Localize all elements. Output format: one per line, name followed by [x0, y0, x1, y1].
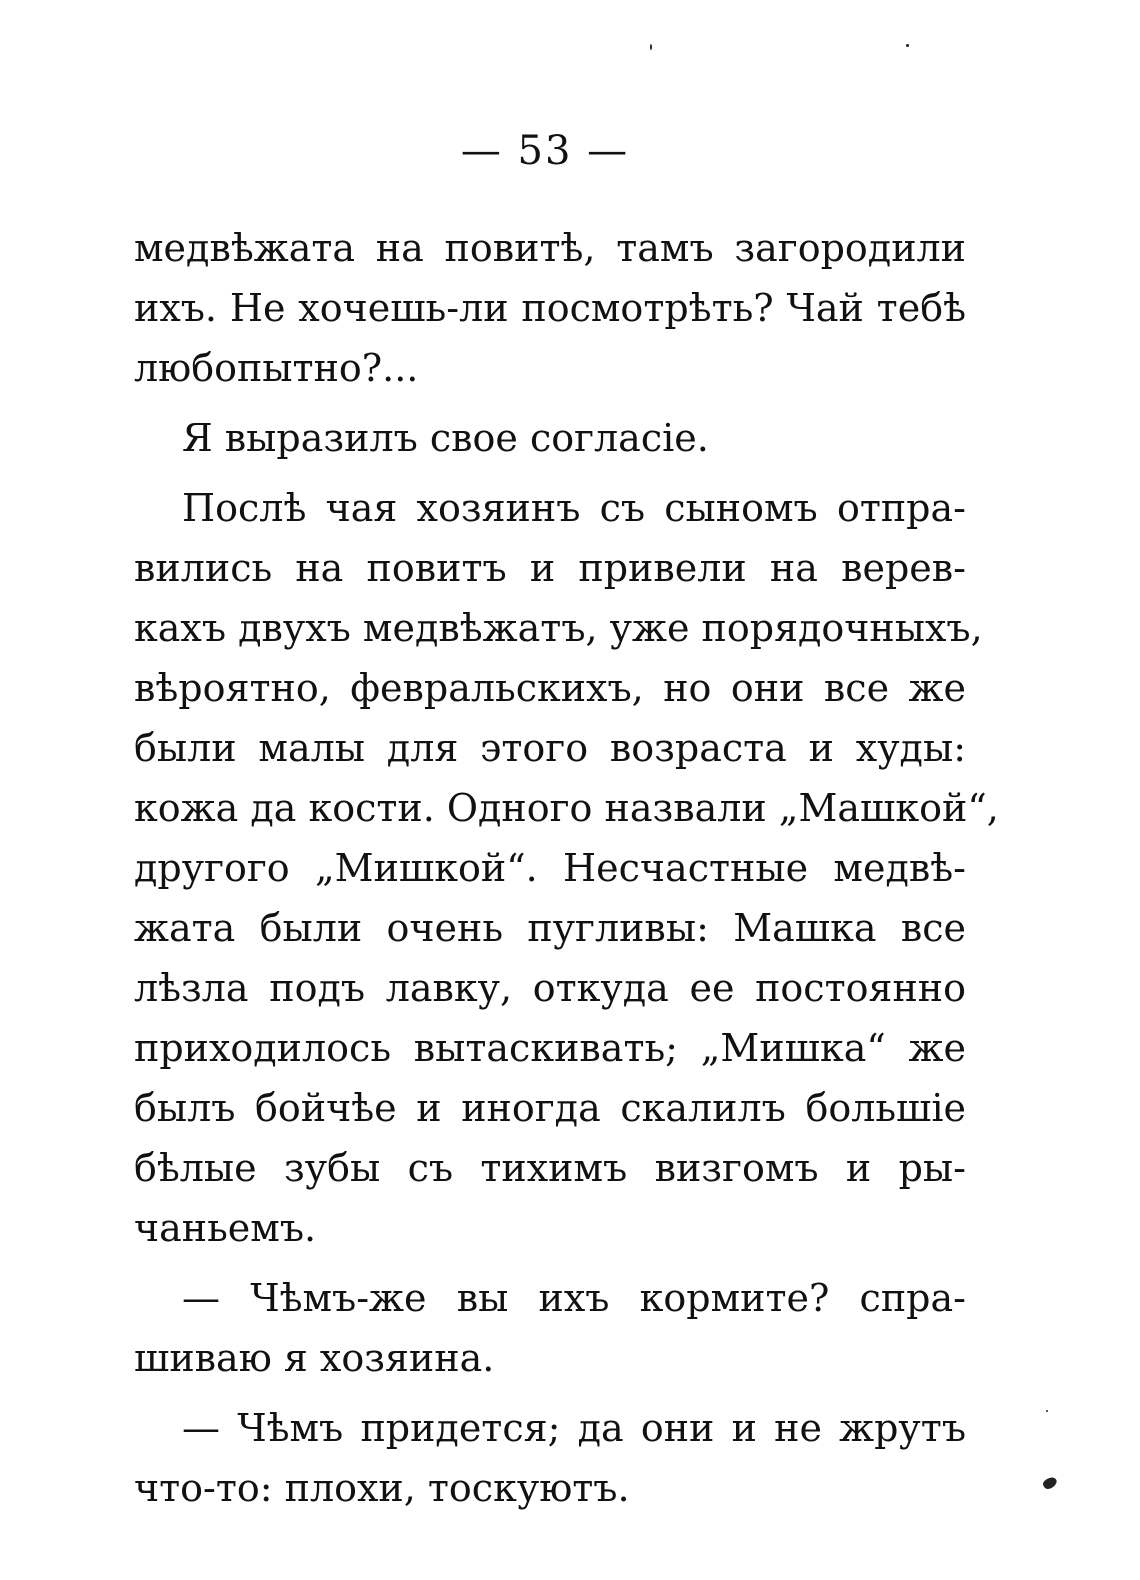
- text-line: лѣзла подъ лавку, откуда ее постоянно: [134, 966, 966, 1010]
- paragraph: [134, 408, 966, 468]
- text-line: — Чѣмъ придется; да они и не жрутъ: [182, 1406, 966, 1450]
- text-line: — Чѣмъ-же вы ихъ кормите? спра-: [182, 1276, 966, 1320]
- text-line: былъ бойчѣе и иногда скалилъ большіе: [134, 1086, 966, 1130]
- text-line: вѣроятно, февральскихъ, но они все же: [134, 666, 966, 710]
- paragraph: [134, 478, 999, 1258]
- paragraph: [134, 1398, 966, 1518]
- text-line: ихъ. Не хочешь-ли посмотрѣть? Чай тебѣ: [134, 286, 966, 330]
- page-number: — 53 —: [460, 128, 630, 174]
- text-line: шиваю я хозяина.: [134, 1336, 495, 1380]
- ink-speck: [650, 44, 652, 50]
- ink-speck: [906, 44, 909, 47]
- text-line: жата были очень пугливы: Машка все: [134, 906, 966, 950]
- text-line: были малы для этого возраста и худы:: [134, 726, 966, 770]
- text-line: кахъ двухъ медвѣжатъ, уже порядочныхъ,: [134, 606, 983, 650]
- text-line: чаньемъ.: [134, 1206, 317, 1250]
- text-line: медвѣжата на повитѣ, тамъ загородили: [134, 226, 966, 270]
- text-line: Послѣ чая хозяинъ съ сыномъ отпра-: [182, 486, 966, 530]
- text-line: приходилось вытаскивать; „Мишка“ же: [134, 1026, 966, 1070]
- paragraph: [134, 1268, 966, 1388]
- ink-speck: [1046, 1410, 1048, 1412]
- body-text: [134, 218, 999, 1528]
- text-line: Я выразилъ свое согласіе.: [182, 416, 709, 460]
- text-line: кожа да кости. Одного назвали „Машкой“,: [134, 786, 999, 830]
- paragraph: [134, 218, 966, 398]
- text-line: что-то: плохи, тоскуютъ.: [134, 1466, 630, 1510]
- text-line: вились на повитъ и привели на верев-: [134, 546, 966, 590]
- text-line: другого „Мишкой“. Несчастные медвѣ-: [134, 846, 966, 890]
- ink-speck: [1041, 1475, 1058, 1491]
- text-line: бѣлые зубы съ тихимъ визгомъ и ры-: [134, 1146, 966, 1190]
- text-line: любопытно?...: [134, 346, 419, 390]
